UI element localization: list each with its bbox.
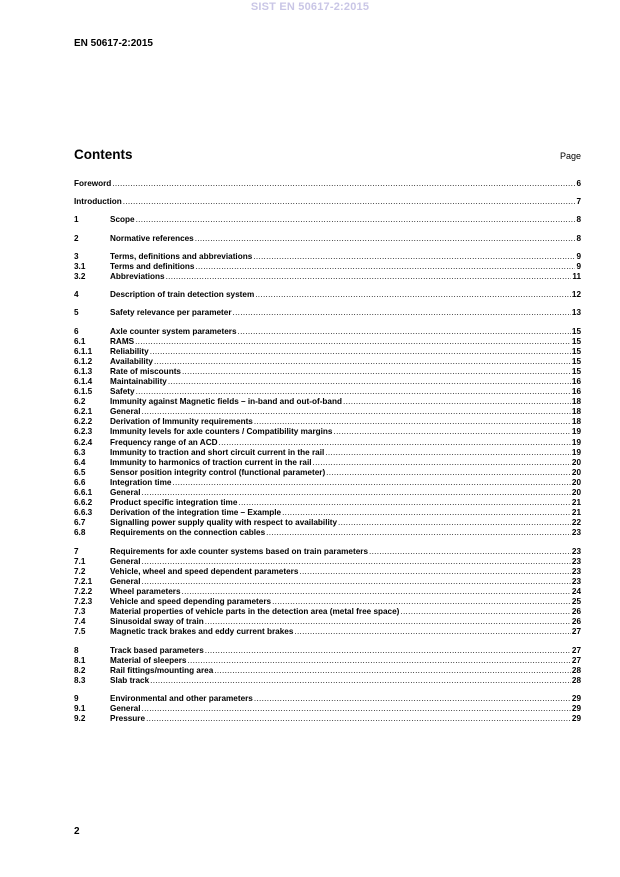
- toc-entry-page: 27: [571, 627, 581, 637]
- toc-entry-page: 19: [571, 437, 581, 447]
- toc-entry[interactable]: [74, 498, 581, 508]
- toc-entry-title: Requirements for axle counter systems based on train parameters: [110, 546, 368, 556]
- toc-entry-number: 6.2.3: [74, 427, 93, 437]
- toc-entry[interactable]: [74, 627, 581, 637]
- toc-entry-number: 1: [74, 215, 79, 225]
- toc-dot-leader: [142, 557, 571, 567]
- toc-entry[interactable]: [74, 337, 581, 347]
- toc-entry-number: 7.2.1: [74, 576, 93, 586]
- toc-entry[interactable]: [74, 694, 581, 704]
- toc-dot-leader: [400, 607, 571, 617]
- toc-entry-title: Description of train detection system: [110, 290, 255, 300]
- toc-entry-number: 6.3: [74, 447, 86, 457]
- toc-entry-number: 6.5: [74, 467, 86, 477]
- toc-entry-number: 7.2.3: [74, 597, 93, 607]
- toc-entry-number: 6.1.3: [74, 366, 93, 376]
- toc-dot-leader: [136, 215, 576, 225]
- toc-entry-number: 6.6: [74, 477, 86, 487]
- toc-dot-leader: [205, 646, 571, 656]
- toc-dot-leader: [195, 234, 576, 244]
- toc-dot-leader: [195, 262, 575, 272]
- toc-entry-number: 6.8: [74, 528, 86, 538]
- toc-entry-title: Vehicle, wheel and speed dependent parameters: [110, 566, 299, 576]
- toc-entry-title: Sensor position integrity control (functional parameter): [110, 467, 326, 477]
- toc-dot-leader: [187, 656, 570, 666]
- toc-entry-title: Derivation of Immunity requirements: [110, 417, 253, 427]
- toc-entry[interactable]: [74, 508, 581, 518]
- toc-entry[interactable]: [74, 427, 581, 437]
- toc-entry-page: 15: [571, 356, 581, 366]
- toc-entry-title: Introduction: [74, 197, 122, 207]
- toc-entry-page: 15: [571, 346, 581, 356]
- toc-entry[interactable]: [74, 448, 581, 458]
- toc-dot-leader: [172, 478, 570, 488]
- toc-entry-title: General: [110, 576, 141, 586]
- toc-entry-title: General: [110, 704, 141, 714]
- toc-dot-leader: [282, 508, 571, 518]
- toc-entry-page: 27: [571, 655, 581, 665]
- table-of-contents: [74, 179, 581, 724]
- toc-entry-page: 15: [571, 326, 581, 336]
- toc-entry-title: General: [110, 488, 141, 497]
- toc-entry-number: 7.5: [74, 627, 86, 637]
- toc-entry-page: 21: [571, 508, 581, 518]
- toc-dot-leader: [253, 252, 575, 262]
- toc-entry-page: 22: [571, 518, 581, 528]
- toc-entry-number: 7.1: [74, 556, 86, 566]
- toc-entry[interactable]: [74, 377, 581, 387]
- toc-entry-title: Scope: [110, 215, 135, 225]
- document-id: EN 50617-2:2015: [74, 38, 153, 49]
- toc-entry[interactable]: [74, 272, 581, 282]
- toc-entry-page: 18: [571, 397, 581, 407]
- toc-dot-leader: [150, 676, 571, 686]
- toc-entry[interactable]: [74, 347, 581, 357]
- toc-entry-number: 6.2.4: [74, 437, 93, 447]
- toc-entry-page: 24: [571, 586, 581, 596]
- toc-entry-page: 8: [576, 215, 581, 225]
- toc-entry-title: Requirements on the connection cables: [110, 528, 266, 538]
- toc-entry-page: 19: [571, 447, 581, 457]
- toc-dot-leader: [219, 438, 571, 448]
- toc-entry-page: 16: [571, 376, 581, 386]
- toc-entry-title: Immunity against Magnetic fields – in-band and out-of-band: [110, 397, 342, 407]
- toc-entry-title: General: [110, 556, 141, 566]
- toc-dot-leader: [255, 290, 571, 300]
- toc-entry[interactable]: [74, 666, 581, 676]
- toc-entry[interactable]: [74, 577, 581, 587]
- toc-dot-leader: [299, 567, 571, 577]
- toc-entry[interactable]: [74, 367, 581, 377]
- toc-entry-number: 6.4: [74, 457, 86, 467]
- toc-entry-number: 8.3: [74, 675, 86, 685]
- contents-title: Contents: [74, 147, 133, 162]
- toc-entry-number: 7.2.2: [74, 586, 93, 596]
- toc-entry[interactable]: [74, 587, 581, 597]
- toc-entry[interactable]: [74, 215, 581, 225]
- toc-entry-number: 2: [74, 233, 79, 243]
- toc-entry-number: 7: [74, 546, 79, 556]
- toc-dot-leader: [238, 498, 571, 508]
- toc-entry-page: 26: [571, 607, 581, 617]
- toc-entry-title: Axle counter system parameters: [110, 326, 237, 336]
- toc-entry-page: 29: [571, 714, 581, 724]
- toc-entry[interactable]: [74, 468, 581, 478]
- toc-dot-leader: [123, 197, 576, 207]
- toc-entry-number: 6.1.2: [74, 356, 93, 366]
- toc-dot-leader: [146, 714, 571, 724]
- toc-entry-number: 3.1: [74, 261, 86, 271]
- toc-dot-leader: [142, 704, 571, 714]
- toc-entry-number: 6.6.1: [74, 488, 93, 497]
- toc-entry-number: 9.1: [74, 704, 86, 714]
- toc-entry-title: Integration time: [110, 477, 172, 487]
- toc-entry-page: 23: [571, 528, 581, 538]
- toc-entry-title: Normative references: [110, 233, 194, 243]
- toc-entry[interactable]: [74, 547, 581, 557]
- toc-dot-leader: [369, 547, 571, 557]
- toc-dot-leader: [168, 377, 571, 387]
- toc-entry-page: 9: [576, 251, 581, 261]
- toc-dot-leader: [205, 617, 571, 627]
- toc-entry-page: 13: [571, 308, 581, 318]
- toc-entry-title: Safety: [110, 387, 135, 397]
- toc-entry-page: 27: [571, 645, 581, 655]
- toc-dot-leader: [182, 587, 571, 597]
- toc-entry[interactable]: [74, 646, 581, 656]
- toc-entry-number: 6.2: [74, 397, 86, 407]
- toc-entry-title: Pressure: [110, 714, 146, 724]
- toc-entry[interactable]: [74, 417, 581, 427]
- toc-entry-number: 6: [74, 326, 79, 336]
- toc-entry-number: 7.2: [74, 566, 86, 576]
- toc-entry-page: 23: [571, 576, 581, 586]
- toc-entry-number: 6.2.1: [74, 407, 93, 417]
- toc-entry-page: 15: [571, 366, 581, 376]
- toc-entry-page: 18: [571, 407, 581, 417]
- toc-dot-leader: [343, 397, 571, 407]
- toc-entry-number: 6.1: [74, 336, 86, 346]
- toc-entry-title: Immunity to harmonics of traction current in the rail: [110, 457, 312, 467]
- toc-entry[interactable]: [74, 518, 581, 528]
- toc-entry-page: 11: [572, 271, 581, 281]
- toc-dot-leader: [150, 347, 571, 357]
- toc-entry[interactable]: [74, 438, 581, 448]
- toc-entry[interactable]: [74, 387, 581, 397]
- toc-entry-title: Sinusoidal sway of train: [110, 617, 204, 627]
- toc-entry-number: 7.4: [74, 617, 86, 627]
- toc-entry-number: 6.7: [74, 518, 86, 528]
- toc-entry-number: 6.2.2: [74, 417, 93, 427]
- toc-entry[interactable]: [74, 528, 581, 538]
- toc-dot-leader: [272, 597, 571, 607]
- toc-entry-title: Track based parameters: [110, 645, 204, 655]
- toc-entry-page: 23: [571, 546, 581, 556]
- toc-entry-title: Environmental and other parameters: [110, 693, 253, 703]
- toc-dot-leader: [142, 488, 571, 498]
- toc-entry[interactable]: [74, 656, 581, 666]
- page-number: 2: [74, 826, 80, 837]
- toc-entry-number: 6.1.5: [74, 387, 93, 397]
- toc-entry-title: Material properties of vehicle parts in the detection area (metal free space): [110, 607, 400, 617]
- toc-entry-title: Product specific integration time: [110, 498, 238, 508]
- watermark: SIST EN 50617-2:2015: [250, 1, 370, 13]
- toc-entry[interactable]: [74, 357, 581, 367]
- toc-dot-leader: [334, 427, 571, 437]
- toc-entry-page: 7: [576, 197, 581, 207]
- toc-entry-title: Availability: [110, 356, 153, 366]
- toc-dot-leader: [233, 308, 571, 318]
- toc-entry-page: 20: [571, 457, 581, 467]
- toc-entry-page: 26: [571, 617, 581, 627]
- toc-entry[interactable]: [74, 557, 581, 567]
- toc-entry-title: Rail fittings/mounting area: [110, 665, 214, 675]
- toc-dot-leader: [254, 417, 571, 427]
- toc-entry-number: 9: [74, 693, 79, 703]
- toc-dot-leader: [135, 337, 571, 347]
- toc-entry-page: 20: [571, 467, 581, 477]
- toc-entry[interactable]: [74, 407, 581, 417]
- toc-entry-page: 23: [571, 566, 581, 576]
- toc-dot-leader: [154, 357, 571, 367]
- toc-entry-page: 8: [576, 233, 581, 243]
- toc-dot-leader: [338, 518, 571, 528]
- toc-entry[interactable]: [74, 488, 581, 498]
- toc-entry-number: 8.1: [74, 655, 86, 665]
- toc-entry-page: 16: [571, 387, 581, 397]
- toc-dot-leader: [112, 179, 575, 189]
- toc-entry-page: 28: [571, 675, 581, 685]
- toc-dot-leader: [142, 577, 571, 587]
- toc-entry[interactable]: [74, 252, 581, 262]
- toc-entry-page: 6: [576, 179, 581, 188]
- toc-dot-leader: [136, 387, 571, 397]
- toc-entry-title: Magnetic track brakes and eddy current brakes: [110, 627, 294, 637]
- toc-dot-leader: [326, 468, 571, 478]
- toc-entry[interactable]: [74, 704, 581, 714]
- toc-entry[interactable]: [74, 617, 581, 627]
- toc-entry-number: 9.2: [74, 714, 86, 724]
- toc-dot-leader: [266, 528, 571, 538]
- toc-entry-number: 6.6.3: [74, 508, 93, 518]
- toc-entry-page: 19: [571, 427, 581, 437]
- toc-entry-title: Immunity levels for axle counters / Compatibility margins: [110, 427, 333, 437]
- toc-entry-number: 3.2: [74, 271, 86, 281]
- toc-entry-page: 12: [571, 290, 581, 300]
- toc-dot-leader: [166, 272, 572, 282]
- toc-entry-title: Abbreviations: [110, 271, 165, 281]
- toc-entry-title: Terms, definitions and abbreviations: [110, 251, 253, 261]
- toc-entry-title: Signalling power supply quality with respect to availability: [110, 518, 338, 528]
- toc-entry-page: 20: [571, 477, 581, 487]
- toc-entry-page: 15: [571, 336, 581, 346]
- toc-entry-title: RAMS: [110, 336, 135, 346]
- toc-dot-leader: [254, 694, 571, 704]
- toc-entry-title: Immunity to traction and short circuit current in the rail: [110, 447, 325, 457]
- toc-entry-title: Foreword: [74, 179, 112, 188]
- toc-entry-page: 18: [571, 417, 581, 427]
- toc-dot-leader: [294, 627, 571, 637]
- toc-entry[interactable]: [74, 234, 581, 244]
- toc-entry-title: Material of sleepers: [110, 655, 187, 665]
- toc-entry-page: 23: [571, 556, 581, 566]
- toc-entry[interactable]: [74, 567, 581, 577]
- page-column-label: Page: [559, 151, 581, 161]
- toc-dot-leader: [238, 327, 571, 337]
- toc-entry-title: General: [110, 407, 141, 417]
- toc-entry-page: 20: [571, 488, 581, 497]
- toc-entry[interactable]: [74, 478, 581, 488]
- toc-entry-page: 9: [576, 261, 581, 271]
- toc-entry[interactable]: [74, 397, 581, 407]
- toc-entry-number: 4: [74, 290, 79, 300]
- toc-entry-title: Safety relevance per parameter: [110, 308, 232, 318]
- toc-entry-number: 6.1.4: [74, 376, 93, 386]
- toc-entry-title: Reliability: [110, 346, 149, 356]
- toc-entry[interactable]: [74, 262, 581, 272]
- toc-entry[interactable]: [74, 676, 581, 686]
- toc-entry-number: 8: [74, 645, 79, 655]
- toc-dot-leader: [313, 458, 571, 468]
- toc-entry-number: 6.1.1: [74, 346, 93, 356]
- toc-entry[interactable]: [74, 308, 581, 318]
- toc-entry-title: Terms and definitions: [110, 261, 195, 271]
- toc-entry-number: 8.2: [74, 665, 86, 675]
- toc-dot-leader: [142, 407, 571, 417]
- toc-entry[interactable]: [74, 607, 581, 617]
- toc-entry[interactable]: [74, 290, 581, 300]
- toc-dot-leader: [182, 367, 571, 377]
- toc-entry-page: 28: [571, 665, 581, 675]
- toc-entry[interactable]: [74, 197, 581, 207]
- toc-entry[interactable]: [74, 179, 581, 189]
- toc-entry-page: 29: [571, 693, 581, 703]
- toc-dot-leader: [214, 666, 571, 676]
- toc-entry[interactable]: [74, 597, 581, 607]
- toc-entry-page: 21: [571, 498, 581, 508]
- toc-entry-page: 25: [571, 597, 581, 607]
- toc-entry-number: 5: [74, 308, 79, 318]
- toc-entry-title: Maintainability: [110, 376, 167, 386]
- toc-entry-title: Vehicle and speed depending parameters: [110, 597, 272, 607]
- toc-entry-title: Frequency range of an ACD: [110, 437, 218, 447]
- toc-entry-title: Derivation of the integration time – Example: [110, 508, 282, 518]
- toc-entry-title: Rate of miscounts: [110, 366, 181, 376]
- toc-entry-number: 3: [74, 251, 79, 261]
- toc-entry[interactable]: [74, 327, 581, 337]
- toc-entry-number: 6.6.2: [74, 498, 93, 508]
- toc-entry-number: 7.3: [74, 607, 86, 617]
- toc-entry[interactable]: [74, 714, 581, 724]
- toc-entry-page: 29: [571, 704, 581, 714]
- toc-entry[interactable]: [74, 458, 581, 468]
- toc-entry-title: Wheel parameters: [110, 586, 181, 596]
- toc-dot-leader: [325, 448, 571, 458]
- toc-entry-title: Slab track: [110, 675, 150, 685]
